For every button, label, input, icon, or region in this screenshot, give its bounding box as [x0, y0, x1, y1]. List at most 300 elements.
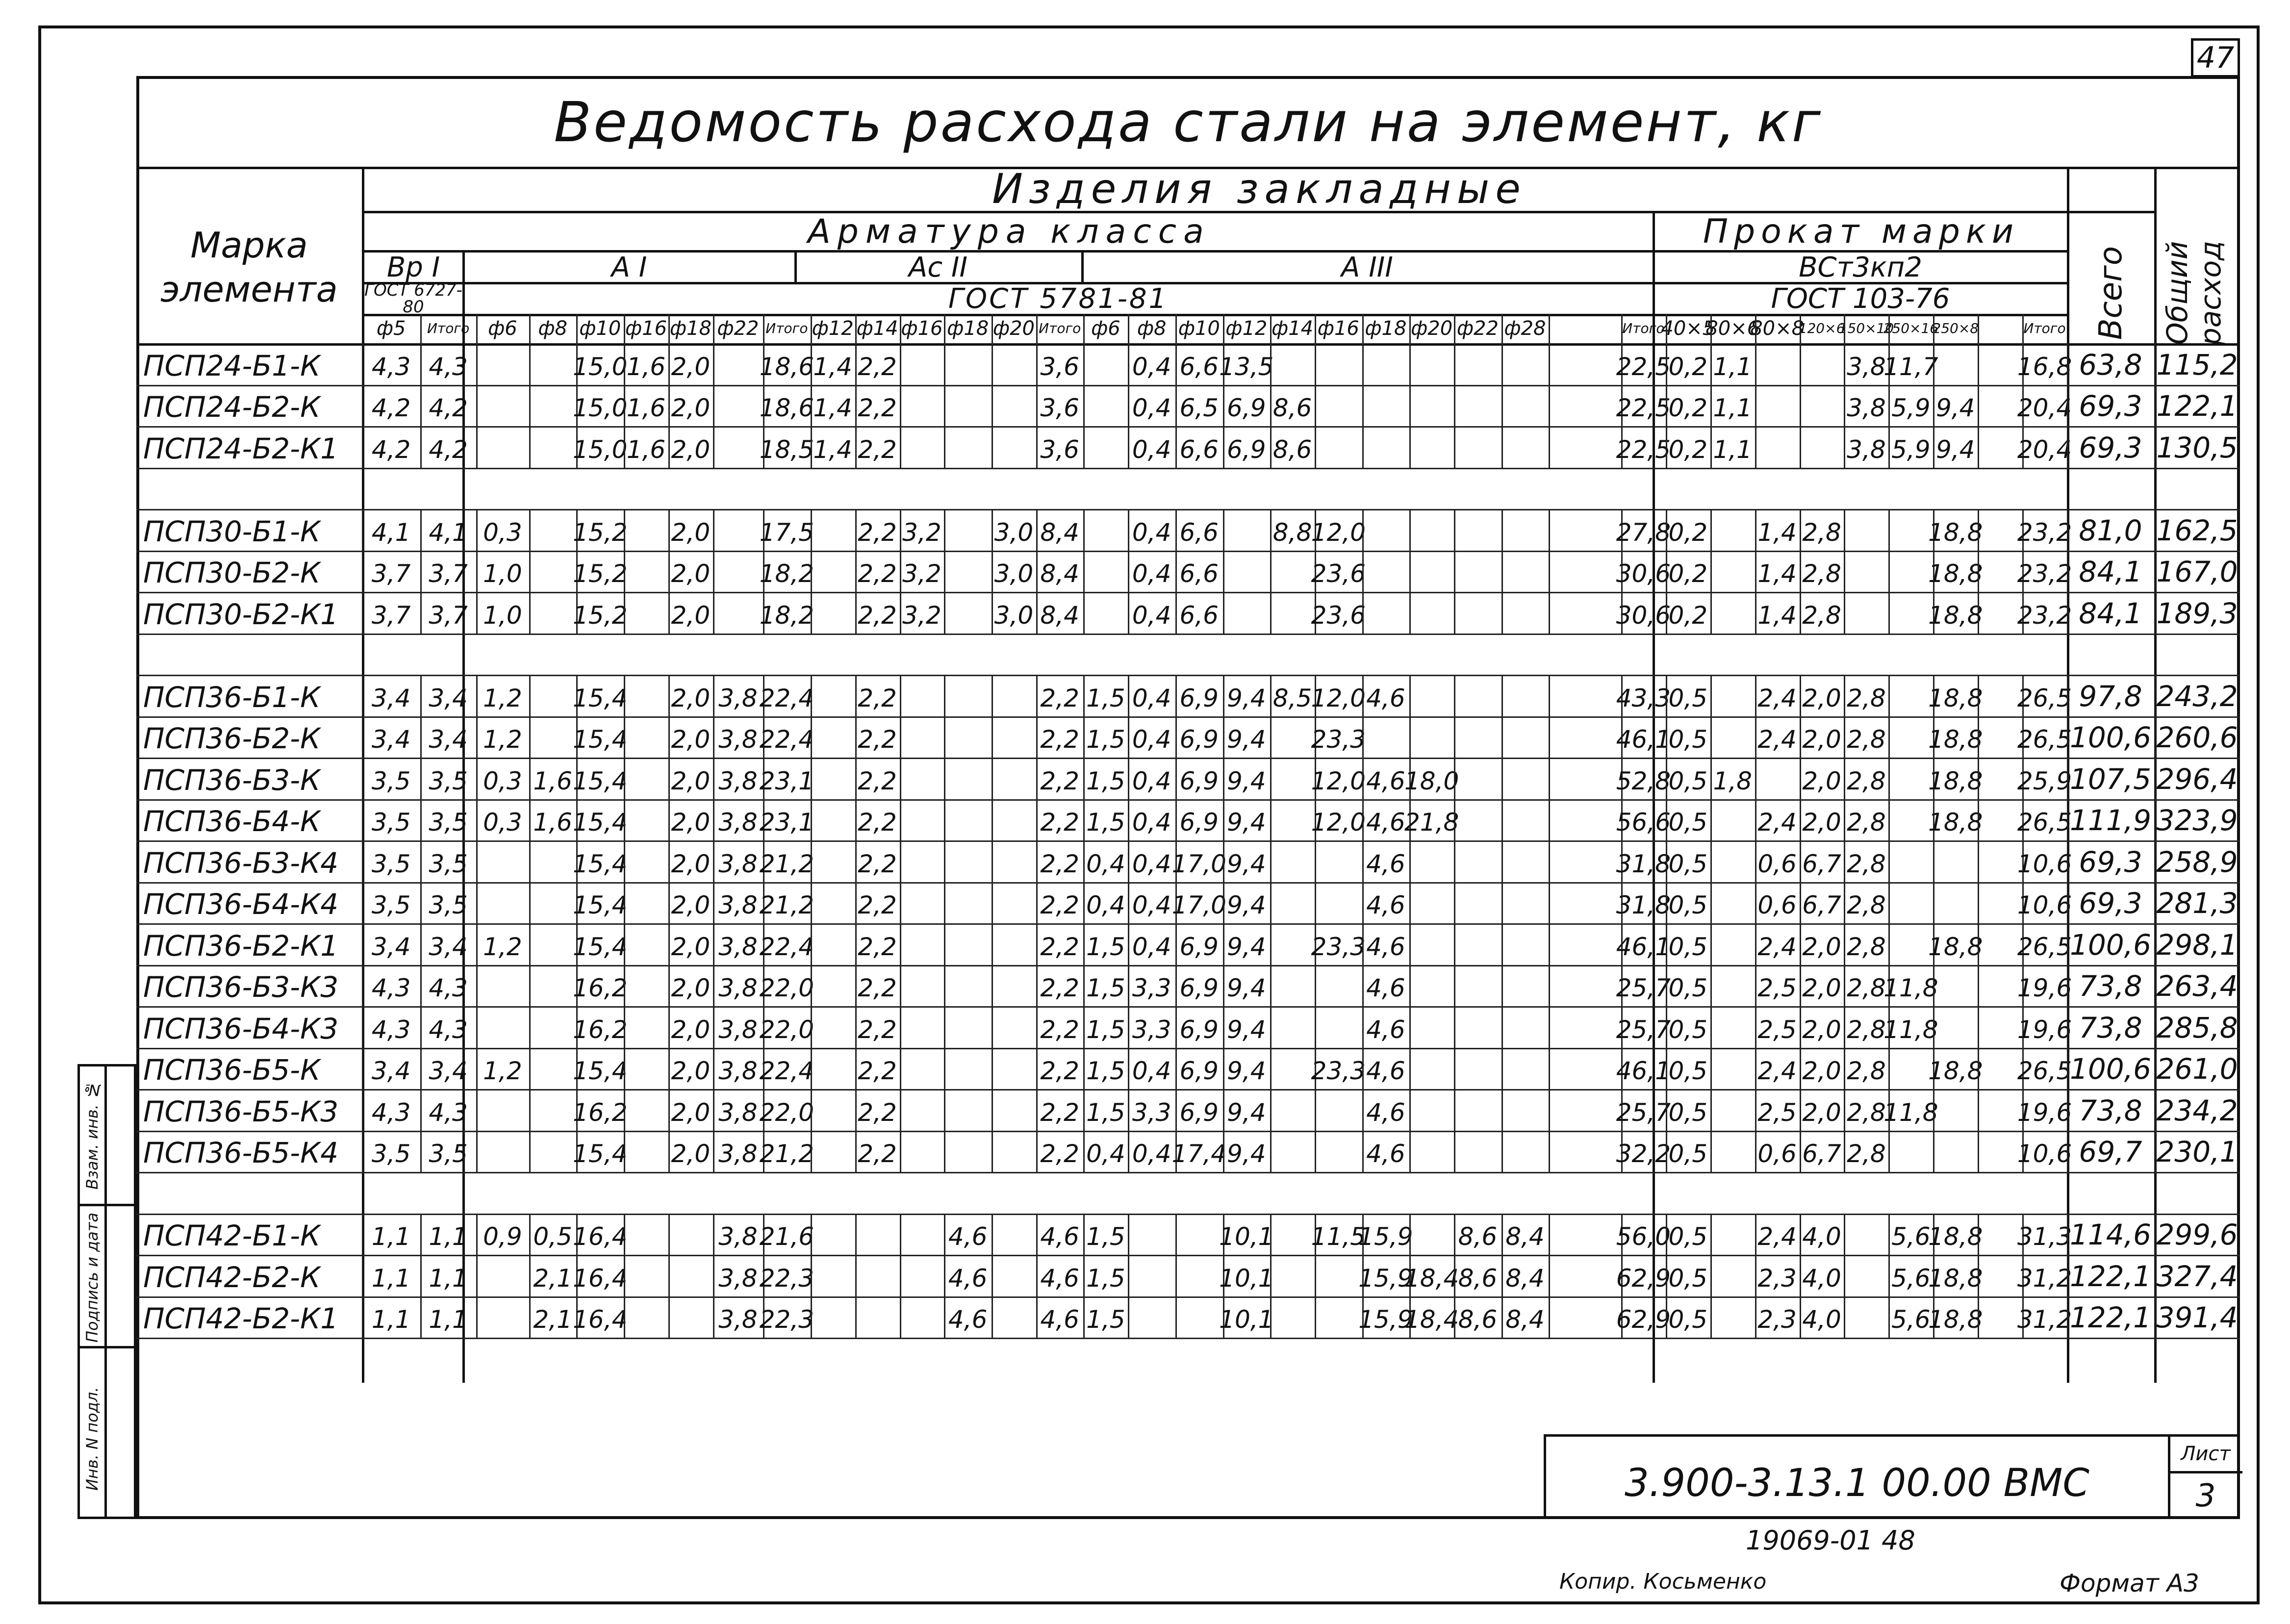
table-cell: 73,8	[2079, 969, 2142, 1003]
copied-by: Копир. Косьменко	[1559, 1569, 1767, 1594]
table-cell: 9,4	[1227, 766, 1266, 795]
cell-divider	[1978, 385, 1979, 427]
table-cell: 3,8	[718, 1222, 758, 1251]
cell-divider	[1978, 716, 1979, 758]
table-cell: 1,1	[1713, 394, 1752, 422]
cell-divider	[1549, 1006, 1550, 1048]
table-cell: 1,5	[1086, 932, 1125, 961]
table-cell: 130,5	[2156, 431, 2238, 464]
table-cell: 2,0	[1802, 1015, 1841, 1044]
cell-divider	[900, 1089, 901, 1131]
cell-divider	[529, 1089, 531, 1131]
cell-divider	[1501, 758, 1503, 799]
table-cell: 6,6	[1179, 518, 1219, 547]
table-cell: 0,2	[1668, 601, 1708, 630]
table-cell: 2,0	[671, 559, 711, 588]
cell-divider	[1549, 592, 1550, 634]
table-cell: 6,7	[1802, 849, 1841, 878]
cell-divider	[1888, 882, 1890, 924]
cell-divider	[944, 343, 945, 385]
side-label-sign: Подпись и дата	[83, 1212, 102, 1343]
table-cell: 3,4	[429, 725, 468, 754]
side-label-inv: Инв. N подл.	[83, 1387, 102, 1491]
table-cell: 6,9	[1179, 1057, 1219, 1085]
table-cell: 2,0	[671, 684, 711, 712]
table-cell: 2,2	[1040, 725, 1079, 754]
cell-divider	[1270, 1255, 1272, 1296]
table-cell: 15,4	[573, 891, 628, 919]
table-cell: 12,0	[1311, 518, 1366, 547]
cell-divider	[1888, 923, 1890, 965]
table-cell: 3,8	[718, 932, 758, 961]
table-cell: 6,9	[1227, 435, 1266, 464]
cell-divider	[1362, 509, 1364, 551]
cell-divider	[624, 1048, 625, 1090]
cell-divider	[1710, 1296, 1712, 1338]
table-cell: 15,4	[573, 808, 628, 837]
table-cell: 2,2	[858, 1098, 897, 1127]
subheader-cell: ф12	[1225, 317, 1268, 340]
table-cell: 2,1	[533, 1264, 572, 1293]
table-cell: 9,4	[1227, 932, 1266, 961]
table-cell: 1,5	[1086, 1098, 1125, 1127]
cell-divider	[1710, 882, 1712, 924]
table-cell: 2,4	[1757, 725, 1797, 754]
subheader-cell: ф8	[1137, 317, 1167, 340]
table-cell: 2,2	[1040, 891, 1079, 919]
cell-divider	[944, 840, 945, 882]
rebar-class-label: Арматура класса	[808, 212, 1211, 251]
table-cell: 2,2	[1040, 1015, 1079, 1044]
cell-divider	[1128, 1214, 1129, 1255]
table-cell: 31,2	[2017, 1305, 2072, 1334]
table-cell: 2,4	[1757, 1222, 1797, 1251]
table-cell: 46,1	[1616, 725, 1671, 754]
table-cell: 1,8	[1713, 766, 1752, 795]
table-cell: 2,8	[1847, 808, 1886, 837]
table-cell: 18,5	[759, 435, 814, 464]
table-cell: 0,6	[1757, 891, 1797, 919]
table-cell: 3,8	[718, 1015, 758, 1044]
stamp-sheet-label: Лист	[2181, 1443, 2231, 1465]
row-mark: ПСП36-Б2-К1	[143, 929, 339, 963]
table-cell: 2,0	[671, 725, 711, 754]
cell-divider	[900, 1048, 901, 1090]
table-cell: 0,4	[1132, 518, 1171, 547]
table-cell: 69,3	[2079, 887, 2142, 920]
cell-divider	[1549, 840, 1550, 882]
cell-divider	[1501, 840, 1503, 882]
table-cell: 3,5	[429, 891, 468, 919]
table-cell: 2,2	[1040, 1098, 1079, 1127]
cell-divider	[1270, 758, 1272, 799]
table-cell: 2,0	[671, 849, 711, 878]
table-cell: 56,0	[1616, 1222, 1671, 1251]
table-cell: 1,2	[483, 725, 522, 754]
cell-divider	[992, 1006, 993, 1048]
table-cell: 2,2	[858, 766, 897, 795]
table-cell: 6,9	[1179, 766, 1219, 795]
table-cell: 20,4	[2017, 394, 2072, 422]
subheader-cell: ф22	[1456, 317, 1499, 340]
cell-divider	[1501, 1006, 1503, 1048]
table-cell: 27,8	[1616, 518, 1671, 547]
table-cell: 16,2	[573, 974, 628, 1002]
table-cell: 2,2	[1040, 808, 1079, 837]
cell-divider	[1362, 385, 1364, 427]
cell-divider	[624, 1296, 625, 1338]
cell-divider	[900, 965, 901, 1007]
cell-divider	[1549, 716, 1550, 758]
table-cell: 3,7	[371, 601, 411, 630]
table-cell: 100,6	[2069, 928, 2152, 962]
subheader-cell: ф8	[538, 317, 567, 340]
cell-divider	[1710, 1089, 1712, 1131]
cell-divider	[811, 509, 812, 551]
table-cell: 4,3	[371, 1015, 411, 1044]
table-cell: 0,4	[1132, 435, 1171, 464]
cell-divider	[1409, 385, 1411, 427]
table-cell: 9,4	[1227, 849, 1266, 878]
cell-divider	[1710, 716, 1712, 758]
table-cell: 2,0	[671, 352, 711, 381]
table-cell: 0,2	[1668, 435, 1708, 464]
cell-divider	[1549, 551, 1550, 592]
cell-divider	[1083, 551, 1085, 592]
table-cell: 4,3	[371, 1098, 411, 1127]
subheader-cell: ф10	[579, 317, 621, 340]
table-cell: 73,8	[2079, 1093, 2142, 1127]
table-cell: 18,2	[759, 601, 814, 630]
table-cell: 1,4	[813, 435, 852, 464]
table-cell: 15,0	[573, 352, 628, 381]
cell-divider	[1933, 840, 1934, 882]
table-cell: 11,8	[1883, 1098, 1938, 1127]
table-cell: 3,7	[429, 601, 468, 630]
cell-divider	[811, 965, 812, 1007]
table-cell: 8,6	[1458, 1264, 1498, 1293]
table-cell: 2,2	[858, 518, 897, 547]
cell-divider	[624, 1006, 625, 1048]
table-cell: 111,9	[2069, 804, 2152, 837]
row-mark: ПСП36-Б3-К3	[143, 970, 339, 1004]
cell-divider	[1315, 1296, 1316, 1338]
table-cell: 5,9	[1891, 394, 1931, 422]
table-cell: 31,8	[1616, 849, 1671, 878]
cell-divider	[1888, 1131, 1890, 1172]
cell-divider	[713, 509, 714, 551]
table-cell: 23,3	[1311, 1057, 1366, 1085]
cell-divider	[624, 1255, 625, 1296]
subheader-divider	[1621, 314, 1623, 343]
table-cell: 3,7	[429, 559, 468, 588]
cell-divider	[476, 1255, 478, 1296]
cell-divider	[992, 385, 993, 427]
table-cell: 2,0	[671, 766, 711, 795]
row-mark: ПСП36-Б4-К3	[143, 1012, 339, 1045]
table-cell: 3,4	[371, 932, 411, 961]
table-cell: 1,2	[483, 1057, 522, 1085]
table-cell: 5,6	[1891, 1305, 1931, 1334]
overall-text: Общий расход	[2160, 240, 2227, 346]
cell-divider	[992, 1214, 993, 1255]
table-cell: 16,8	[2017, 352, 2072, 381]
cell-divider	[529, 882, 531, 924]
table-cell: 2,8	[1847, 1015, 1886, 1044]
table-cell: 2,3	[1757, 1264, 1797, 1293]
table-cell: 20,4	[2017, 435, 2072, 464]
cell-divider	[1270, 1089, 1272, 1131]
table-cell: 6,7	[1802, 891, 1841, 919]
cell-divider	[1454, 882, 1455, 924]
table-cell: 22,0	[759, 1015, 814, 1044]
table-cell: 6,9	[1227, 394, 1266, 422]
subheader-cell: ф12	[812, 317, 854, 340]
table-cell: 0,5	[1668, 1057, 1708, 1085]
table-cell: 4,6	[1366, 808, 1405, 837]
table-cell: 18,8	[1928, 601, 1983, 630]
cell-divider	[1362, 551, 1364, 592]
cell-divider	[900, 1214, 901, 1255]
table-cell: 6,6	[1179, 559, 1219, 588]
cell-divider	[476, 882, 478, 924]
table-cell: 2,2	[1040, 1140, 1079, 1168]
cell-divider	[1175, 1214, 1177, 1255]
cell-divider	[1549, 1255, 1550, 1296]
cell-divider	[1501, 882, 1503, 924]
row-mark: ПСП36-Б4-К	[143, 805, 321, 838]
format-label: Формат А3	[2060, 1569, 2199, 1598]
table-cell: 4,1	[371, 518, 411, 547]
table-cell: 8,6	[1272, 394, 1312, 422]
table-cell: 4,3	[429, 974, 468, 1002]
stamp-sheet-number: 3	[2195, 1478, 2216, 1514]
table-cell: 0,5	[1668, 1305, 1708, 1334]
table-cell: 26,5	[2017, 1057, 2072, 1085]
table-cell: 3,3	[1132, 1098, 1171, 1127]
table-cell: 2,2	[858, 725, 897, 754]
table-cell: 281,3	[2156, 887, 2238, 920]
cell-divider	[624, 882, 625, 924]
cell-divider	[811, 592, 812, 634]
table-cell: 22,4	[759, 684, 814, 712]
table-cell: 69,3	[2079, 431, 2142, 464]
table-cell: 0,5	[1668, 932, 1708, 961]
archive-number: 19069-01 48	[1746, 1525, 1915, 1556]
cell-divider	[944, 1089, 945, 1131]
table-cell: 1,5	[1086, 684, 1125, 712]
table-cell: 4,6	[1366, 1015, 1405, 1044]
table-cell: 2,2	[858, 1140, 897, 1168]
cell-divider	[1501, 675, 1503, 716]
table-cell: 3,8	[1847, 435, 1886, 464]
table-cell: 9,4	[1227, 1140, 1266, 1168]
cell-divider	[900, 758, 901, 799]
cell-divider	[1888, 758, 1890, 799]
table-cell: 18,8	[1928, 725, 1983, 754]
cell-divider	[944, 1131, 945, 1172]
side-stamp	[77, 1064, 136, 1519]
table-cell: 2,2	[1040, 766, 1079, 795]
cell-divider	[1409, 923, 1411, 965]
cell-divider	[1933, 1131, 1934, 1172]
table-cell: 3,5	[371, 1140, 411, 1168]
table-cell: 3,8	[718, 684, 758, 712]
table-cell: 3,5	[429, 849, 468, 878]
cell-divider	[1549, 923, 1550, 965]
cell-divider	[1501, 716, 1503, 758]
cell-divider	[624, 965, 625, 1007]
cell-divider	[811, 1089, 812, 1131]
cell-divider	[1409, 1214, 1411, 1255]
table-cell: 31,2	[2017, 1264, 2072, 1293]
cell-divider	[900, 1255, 901, 1296]
row-mark: ПСП36-Б3-К4	[143, 846, 339, 880]
table-cell: 18,6	[759, 352, 814, 381]
table-cell: 189,3	[2156, 596, 2238, 630]
table-cell: 8,4	[1505, 1264, 1545, 1293]
row-rule	[136, 1172, 2240, 1173]
table-cell: 22,4	[759, 932, 814, 961]
cell-divider	[944, 882, 945, 924]
table-cell: 18,0	[1404, 766, 1459, 795]
subheader-cell: ф14	[856, 317, 898, 340]
cell-divider	[1315, 840, 1316, 882]
cell-divider	[476, 385, 478, 427]
table-cell: 1,1	[371, 1305, 411, 1334]
table-cell: 26,5	[2017, 725, 2072, 754]
table-cell: 4,3	[371, 974, 411, 1002]
subheader-divider	[1501, 314, 1503, 343]
subheader-cell: Итого	[2023, 320, 2066, 336]
table-cell: 4,6	[1366, 849, 1405, 878]
cell-divider	[1362, 592, 1364, 634]
cell-divider	[1083, 343, 1085, 385]
table-cell: 4,6	[948, 1264, 988, 1293]
table-cell: 2,2	[858, 352, 897, 381]
cell-divider	[855, 1214, 857, 1255]
cell-divider	[1710, 799, 1712, 841]
table-header	[136, 167, 2240, 373]
table-cell: 81,0	[2079, 513, 2142, 547]
cell-divider	[1315, 1089, 1316, 1131]
subheader-divider	[624, 314, 625, 343]
table-cell: 23,2	[2017, 518, 2072, 547]
cell-divider	[1888, 840, 1890, 882]
cell-divider	[1454, 509, 1455, 551]
table-cell: 11,7	[1883, 352, 1938, 381]
subheader-cell: ф6	[488, 317, 517, 340]
table-cell: 2,0	[671, 1057, 711, 1085]
cell-divider	[713, 385, 714, 427]
table-cell: 2,2	[1040, 932, 1079, 961]
table-cell: 15,4	[573, 684, 628, 712]
subheader-cell: ф22	[717, 317, 759, 340]
table-cell: 31,8	[1616, 891, 1671, 919]
cell-divider	[624, 923, 625, 965]
table-cell: 391,4	[2156, 1301, 2238, 1334]
table-cell: 1,5	[1086, 1057, 1125, 1085]
cell-divider	[1978, 551, 1979, 592]
cell-divider	[1549, 882, 1550, 924]
table-cell: 22,3	[759, 1264, 814, 1293]
table-cell: 4,6	[948, 1222, 988, 1251]
cell-divider	[900, 840, 901, 882]
table-cell: 18,2	[759, 559, 814, 588]
table-cell: 3,8	[718, 808, 758, 837]
table-cell: 162,5	[2156, 513, 2238, 547]
cell-divider	[1454, 1006, 1455, 1048]
table-cell: 62,9	[1616, 1264, 1671, 1293]
table-cell: 4,3	[429, 1015, 468, 1044]
cell-divider	[944, 551, 945, 592]
table-cell: 15,4	[573, 725, 628, 754]
cell-divider	[1800, 343, 1801, 385]
cell-divider	[1454, 840, 1455, 882]
table-cell: 0,2	[1668, 559, 1708, 588]
table-cell: 8,6	[1272, 435, 1312, 464]
cell-divider	[944, 965, 945, 1007]
cell-divider	[1454, 385, 1455, 427]
cell-divider	[855, 1255, 857, 1296]
cell-divider	[992, 840, 993, 882]
table-cell: 0,5	[1668, 766, 1708, 795]
table-cell: 2,5	[1757, 1098, 1797, 1127]
table-cell: 26,5	[2017, 932, 2072, 961]
table-cell: 4,2	[371, 435, 411, 464]
cell-divider	[476, 965, 478, 1007]
table-cell: 2,0	[671, 891, 711, 919]
cell-divider	[1710, 965, 1712, 1007]
table-cell: 2,4	[1757, 684, 1797, 712]
table-cell: 0,4	[1132, 601, 1171, 630]
cell-divider	[1270, 1296, 1272, 1338]
table-cell: 2,8	[1847, 849, 1886, 878]
cell-divider	[1978, 1214, 1979, 1255]
table-cell: 10,6	[2017, 1140, 2072, 1168]
cell-divider	[1501, 923, 1503, 965]
cell-divider	[1270, 716, 1272, 758]
table-cell: 25,7	[1616, 974, 1671, 1002]
group-vst: ВСт3кп2	[1799, 251, 1922, 283]
cell-divider	[1844, 592, 1845, 634]
table-cell: 0,4	[1132, 808, 1171, 837]
cell-divider	[1978, 675, 1979, 716]
table-cell: 2,2	[858, 1015, 897, 1044]
table-cell: 46,1	[1616, 1057, 1671, 1085]
table-cell: 3,2	[902, 601, 941, 630]
table-cell: 9,4	[1935, 435, 1975, 464]
cell-divider	[529, 509, 531, 551]
cell-divider	[992, 1255, 993, 1296]
cell-divider	[1270, 882, 1272, 924]
cell-divider	[992, 716, 993, 758]
cell-divider	[811, 1214, 812, 1255]
table-cell: 25,7	[1616, 1015, 1671, 1044]
table-cell: 84,1	[2079, 596, 2142, 630]
table-cell: 13,5	[1219, 352, 1274, 381]
table-cell: 8,4	[1040, 559, 1079, 588]
table-cell: 8,4	[1505, 1222, 1545, 1251]
subheader-divider	[763, 314, 764, 343]
table-cell: 4,0	[1802, 1222, 1841, 1251]
table-cell: 2,4	[1757, 932, 1797, 961]
cell-divider	[624, 1089, 625, 1131]
subheader-cell: ф18	[669, 317, 712, 340]
table-cell: 1,4	[1757, 601, 1797, 630]
table-cell: 2,5	[1757, 1015, 1797, 1044]
table-cell: 3,5	[371, 808, 411, 837]
